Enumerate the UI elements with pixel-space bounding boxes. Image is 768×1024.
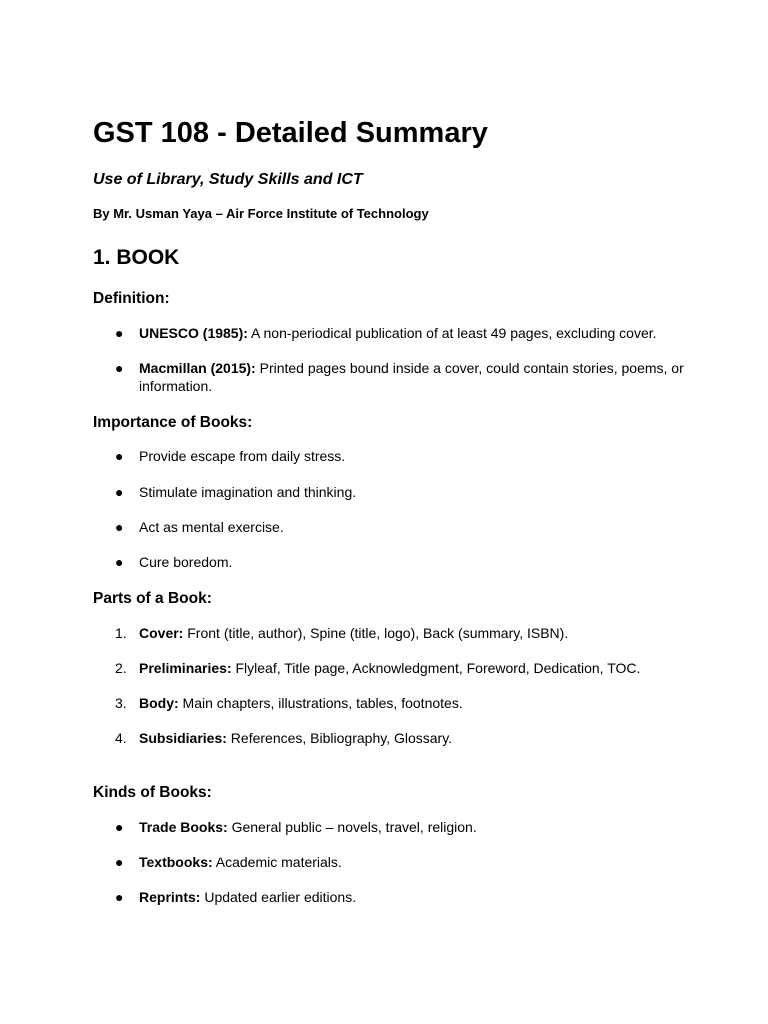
term: Textbooks: [139, 854, 213, 870]
bullet: ● [115, 554, 124, 570]
list-item-text: Cure boredom. [139, 554, 233, 570]
list-item-text [139, 324, 684, 342]
term: Reprints: [139, 889, 201, 905]
list-number: 4. [115, 730, 127, 746]
list-item-text: Provide escape from daily stress. [139, 448, 346, 464]
subheading-importance: Importance of Books: [93, 414, 253, 431]
description: Front (title, author), Spine (title, logo), Back (summary, ISBN). [183, 625, 569, 641]
term: Subsidiaries: [139, 730, 227, 746]
description: Academic materials. [212, 854, 342, 870]
list-item-text [139, 853, 684, 871]
bullet: ● [115, 325, 124, 341]
bullet: ● [115, 519, 124, 535]
description: References, Bibliography, Glossary. [226, 730, 453, 746]
list-number: 3. [115, 695, 127, 711]
term: Macmillan (2015): [139, 360, 256, 376]
bullet: ● [115, 819, 124, 835]
list-item-text: Act as mental exercise. [139, 519, 284, 535]
subheading-parts: Parts of a Book: [93, 590, 212, 607]
bullet: ● [115, 854, 124, 870]
term: Cover: [139, 625, 184, 641]
term: Trade Books: [139, 819, 228, 835]
description: Main chapters, illustrations, tables, footnotes. [178, 695, 463, 711]
list-item-text [139, 624, 684, 642]
description: General public – novels, travel, religion. [227, 819, 477, 835]
subheading-kinds: Kinds of Books: [93, 784, 212, 801]
document-author: By Mr. Usman Yaya – Air Force Institute of Technology [93, 206, 429, 221]
bullet: ● [115, 484, 124, 500]
term: Body: [139, 695, 179, 711]
list-item-text [139, 729, 684, 747]
list-item-text: Stimulate imagination and thinking. [139, 484, 357, 500]
document-title: GST 108 - Detailed Summary [93, 117, 488, 149]
bullet: ● [115, 360, 124, 376]
description: Printed pages bound inside a cover, could contain stories, poems, or information. [139, 360, 684, 394]
description: Updated earlier editions. [200, 889, 357, 905]
term: Preliminaries: [139, 660, 232, 676]
description: Flyleaf, Title page, Acknowledgment, Foreword, Dedication, TOC. [231, 660, 641, 676]
term: UNESCO (1985): [139, 325, 248, 341]
document-subtitle: Use of Library, Study Skills and ICT [93, 171, 363, 188]
list-number: 1. [115, 625, 127, 641]
bullet: ● [115, 448, 124, 464]
list-number: 2. [115, 660, 127, 676]
bullet: ● [115, 889, 124, 905]
list-item-text [139, 694, 684, 712]
list-item-text [139, 818, 684, 836]
subheading-definition: Definition: [93, 290, 170, 307]
section-heading-book: 1. BOOK [93, 246, 180, 269]
list-item-text [139, 359, 684, 395]
description: A non-periodical publication of at least 49 pages, excluding cover. [247, 325, 657, 341]
list-item-text [139, 888, 684, 906]
list-item-text [139, 659, 684, 677]
